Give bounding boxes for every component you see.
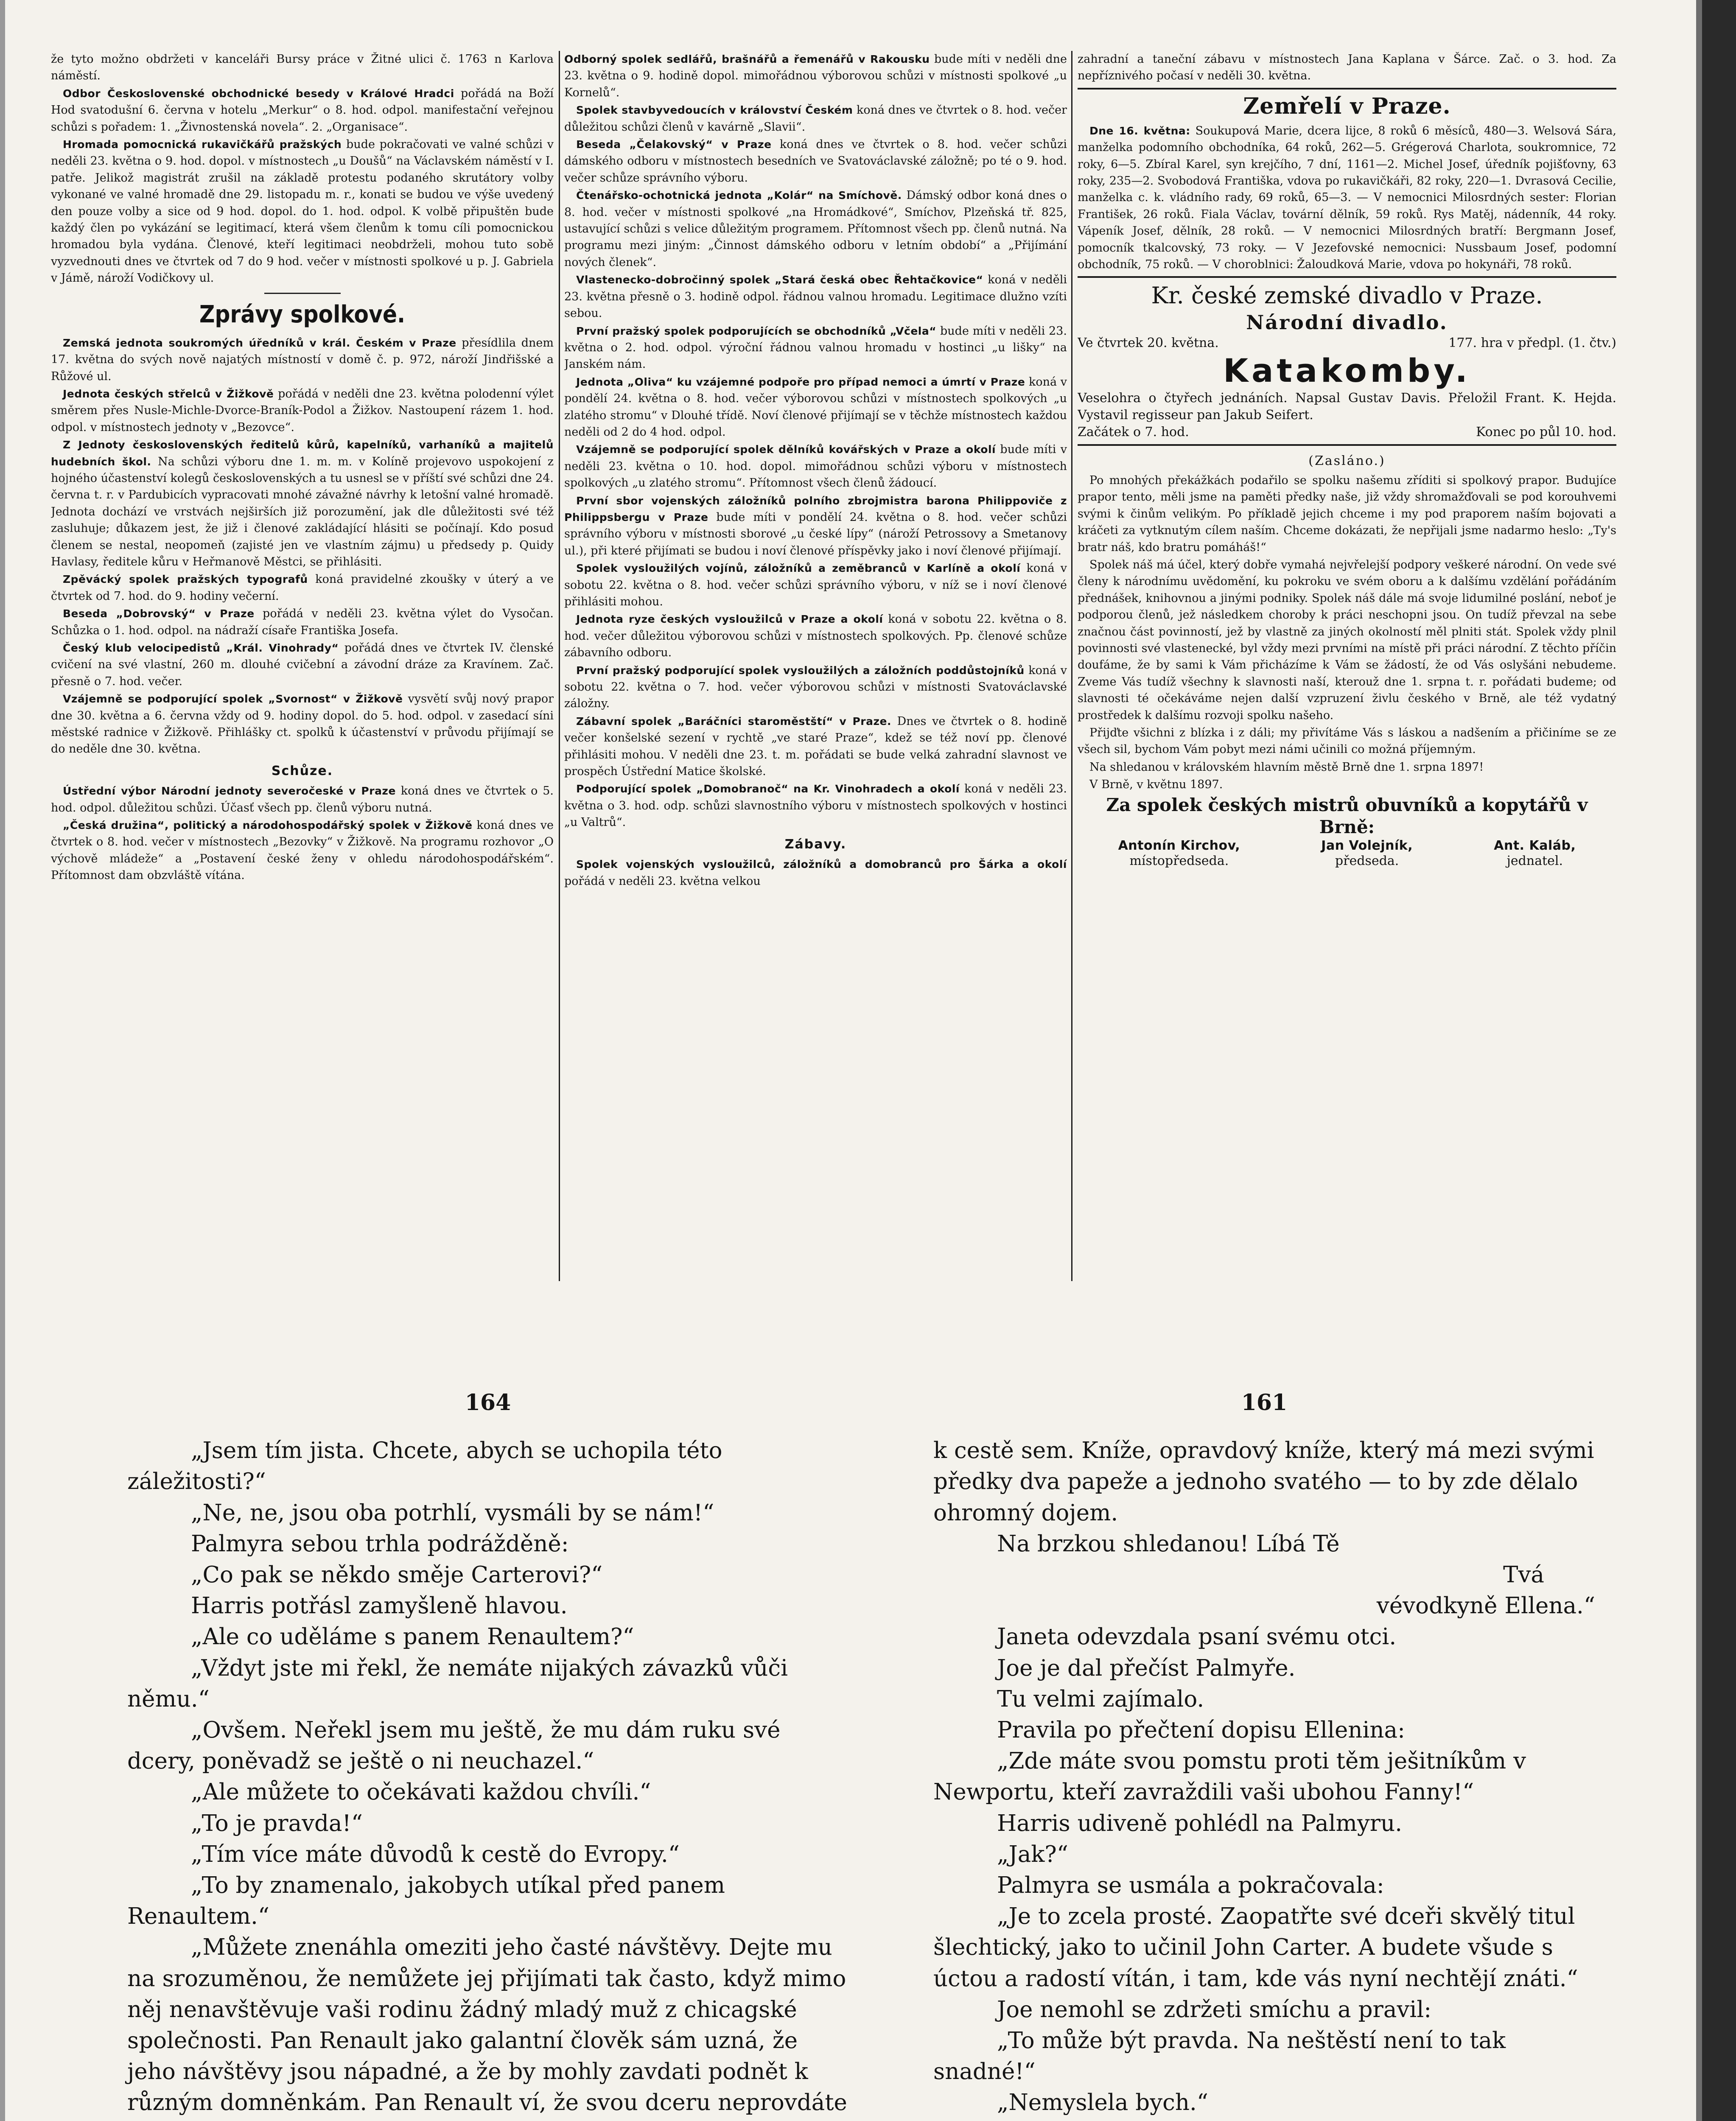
news-item (564, 560, 1067, 610)
binding-edge-light (1696, 0, 1702, 2121)
item-text: bude míti v neděli 23. května o 10. hod. dopol. mimořádnou schůzi výboru v místnostech spolkových „u zlatého stromu“. Přítomnost všech členů žádoucí. (564, 443, 1067, 490)
book-page-left (127, 1387, 848, 2121)
book-paragraph: „Jak?“ (997, 1841, 1068, 1867)
book-text (127, 1435, 848, 2121)
item-text: pořádá na Boží Hod svatodušní 6. června v hotelu „Merkur“ o 8. hod. odpol. manifestační veřejnou schůzi s pořadem: 1. „Živnostenská novela“. 2. „Organisace“. (51, 87, 554, 134)
book-paragraph: Joe je dal přečíst Palmyře. (997, 1655, 1296, 1681)
news-item (564, 611, 1067, 661)
book-paragraph: Na brzkou shledanou! Líbá Tě (997, 1531, 1340, 1557)
item-text: koná v neděli 23. května o 3. hod. odp. schůzi slavnostního výboru v místnostech spolkových v hostinci „u Valtrů“. (564, 782, 1067, 829)
book-paragraph: „Ale můžete to očekávati každou chvíli.“ (191, 1779, 651, 1805)
book-paragraph (933, 2118, 1595, 2121)
book-paragraph: Harris udiveně pohlédl na Palmyru. (997, 1810, 1403, 1836)
divider (1078, 88, 1616, 90)
item-text: pořádá dnes ve čtvrtek IV. členské cvičení na své vlastní, 260 m. dlouhé cvičební a závodní dráze za Kravínem. Zač. přesně o 7. hod. večer. (51, 641, 554, 688)
signature-name: Antonín Kirchov, (1118, 838, 1240, 853)
item-heading: Odbor Československé obchodnické besedy v Králové Hradci (63, 87, 454, 100)
book-paragraph: „To je pravda!“ (191, 1810, 363, 1836)
item-text: Na schůzi výboru dne 1. m. m. v Kolíně projevovo uspokojení z hojného účastenství kolegů československých a tu usnesl se v příští své schůzi dne 24. června t. r. v Pardubicích vypracovati mnohé závažné návrhy k letošní valné hromadě. Jednota dochází ve vrstvách nejširších již porozumění, jak dle důležitosti své též zasluhuje; důkazem jest, že již i členové zakládající hlásiti se počínají. Kdo posud členem se nestal, neopomeň (zajisté jen ve vlastním zájmu) u předsedy p. Quidy Havlasy, ředitele kůru v Heřmanově Městci, se přihlásiti. (51, 455, 554, 568)
book-paragraph: Harris potřásl zamyšleně hlavou. (191, 1593, 568, 1619)
news-item (564, 271, 1067, 322)
item-heading: Jednota ryze českých vysloužilců v Praze a okolí (576, 613, 883, 626)
scan-edge-shadow (0, 0, 5, 2121)
book-paragraph: Tu velmi zajímalo. (997, 1686, 1204, 1712)
news-item (51, 817, 554, 884)
news-column-2 (564, 51, 1067, 1281)
obituary-list (1078, 123, 1616, 273)
item-text: Dnes ve čtvrtek o 8. hodině večer konšelské sezení v rychtě „ve staré Praze“, kdež se též noví pp. členové přihlásiti mohou. V neděli dne 23. t. m. pořádati se bude velká zahradní slavnost ve prospěch Ústřední Matice školské. (564, 714, 1067, 778)
item-heading: Spolek vysloužilých vojínů, záložníků a zeměbranců v Karlíně a okolí (576, 562, 1021, 575)
news-item (51, 437, 554, 570)
news-item (564, 781, 1067, 831)
item-text: bude míti v pondělí 24. května o 8. hod. večer schůzi správního výboru v místnosti sborové „u české lípy“ (nároží Petrossovy a Smetanovy ul.), při které přijímati se budou i noví členové příspěvky jako i noví členové přijímají. (564, 510, 1067, 557)
news-column-3 (1078, 51, 1616, 1281)
signature-name: Jan Volejník, (1321, 838, 1413, 853)
book-page-right (933, 1387, 1595, 2121)
item-text: bude míti v neděli dne 23. května o 9. hodině dopol. mimořádnou výborovou schůzi v místnosti spolkové „u Kornelů“. (564, 53, 1067, 99)
book-paragraph: k cestě sem. Kníže, opravdový kníže, který má mezi svými předky dva papeže a jednoho svatého — to by zde dělalo ohromný dojem. (933, 1438, 1594, 1526)
book-paragraph: Palmyra sebou trhla podrážděně: (191, 1531, 569, 1557)
letter-paragraph: Na shledanou v královském hlavním městě Brně dne 1. srpna 1897! (1089, 760, 1484, 774)
item-text: bude pokračovati ve valné schůzi v neděli 23. května o 9. hod. dopol. v místnostech „u Doušů“ na Václavském náměstí v I. patře. Jelikož magistrát zrušil na základě protestu podaného skrutátory volby vykonané ve valné hromadě dne 29. listopadu m. r., konati se budou ve výše uvedený den pouze volby a sice od 9 hod. dopol. do 1. hod. odpol. K volbě připuštěn bude každý člen po vykázání se legitimací, která všem členům k tomu cíli pomocnickou hromadou byla vydána. Členové, kteří legitimaci neobdrželi, mohou tuto sobě vyzvednouti dnes ve čtvrtek od 7 do 9 hod. večer v místnosti spolkové u p. J. Gabriela v Jámě, nároží Vodičkovy ul. (51, 138, 554, 285)
page-number: 164 (465, 1390, 511, 1416)
item-text: pořádá v neděli dne 23. května polodenní výlet směrem přes Nusle-Michle-Dvorce-Braník-Podol a Žižkov. Nastoupení rázem 1. hod. odpol. v místnostech jednoty v „Bezovce“. (51, 387, 554, 434)
item-heading: Zpěvácký spolek pražských typografů (63, 573, 308, 586)
signature (1494, 838, 1576, 869)
letter-place: V Brně, v květnu 1897. (1089, 778, 1223, 792)
theatre-date-row (1078, 335, 1616, 352)
item-heading: Jednota „Oliva“ ku vzájemné podpoře pro případ nemoci a úmrtí v Praze (576, 375, 1025, 388)
book-paragraph: vévodkyně Ellena.“ (1376, 1593, 1595, 1619)
book-paragraph: „Můžete znenáhla omeziti jeho časté návštěvy. Dejte mu na srozuměnou, že nemůžete jej přijímati tak často, když mimo něj nenavštěvuje vaši rodinu žádný mladý muž z chicagské společnosti. Pan Renault jako galantní člověk sám uzná, že jeho návštěvy jsou nápadné, a že by mohly zavdati podnět k různým domněnkám. Pan Renault ví, že svou dceru neprovdáte (127, 1934, 847, 2116)
book-paragraph: „Nemyslela bych.“ (997, 2090, 1208, 2116)
zaslano-label: (Zasláno.) (1308, 453, 1386, 469)
book-paragraph: Pravila po přečtení dopisu Ellenina: (997, 1717, 1405, 1743)
item-text: koná dnes ve čtvrtek o 8. hod. večer schůzi dámského odboru v místnostech besedních ve Svatováclavské záložně; po té o 9. hod. večer schůze správního výboru. (564, 138, 1067, 185)
theatre-date: Ve čtvrtek 20. května. (1078, 336, 1219, 351)
obituary-title: Zemřelí v Praze. (1243, 93, 1451, 119)
book-paragraph: „Ne, ne, jsou oba potrhlí, vysmáli by se nám!“ (191, 1500, 714, 1526)
book-paragraph: „Co pak se někdo směje Carterovi?“ (191, 1562, 603, 1588)
item-text: Soukupová Marie, dcera lijce, 8 roků 6 měsíců, 480—3. Welsová Sára, manželka podomního obchodníka, 64 roků, 262—5. Grégerová Charlota, soukromnice, 72 roky, 6—5. Zbíral Karel, syn krejčího, 7 dní, 1161—2. Michel Josef, úředník pojišťovny, 63 roky, 235—2. Svobodová Františka, vdova po rukavičkáři, 82 roky, 220—1. Dvrasová Cecilie, manželka c. k. vládního rady, 69 roků, 65—3. — V nemocnici Milosrdných sester: Florian František, 26 roků. Fiala Václav, tovární dělník, 59 roků. Rys Matěj, nádenník, 44 roky. Vápeník Josef, dělník, 28 roků. — V nemocnici Milosrdných bratří: Bergmann Josef, pomocník tkalcovský, 73 roky. — V Jezefovské nemocnici: Nussbaum Josef, podomní obchodník, 75 roků. — V choroblnici: Žaloudková Marie, vdova po hokynáři, 78 roků. (1078, 124, 1616, 271)
book-paragraph: Joe nemohl se zdržeti smíchu a pravil: (997, 1996, 1432, 2023)
item-text: koná dnes ve čtvrtek o 8. hod. večer důležitou schůzi členů v kavárně „Slavii“. (564, 104, 1067, 134)
item-heading: Zemská jednota soukromých úředníků v král. Českém v Praze (63, 336, 456, 349)
item-heading: „Česká družina“, politický a národohospodářský spolek v Žižkově (63, 819, 473, 832)
signature-role: místopředseda. (1129, 853, 1229, 868)
news-item (51, 691, 554, 758)
news-item (564, 187, 1067, 271)
play-description: Veselohra o čtyřech jednáních. Napsal Gustav Davis. Přeložil Frant. K. Hejda. Vystavil regisseur pan Jakub Seifert. (1078, 391, 1616, 423)
news-item (564, 713, 1067, 780)
item-heading: Beseda „Dobrovský“ v Praze (63, 607, 255, 620)
subsection-title: Schůze. (271, 763, 333, 778)
letter-paragraph: Spolek náš má účel, který dobře vymahá nejvřelejší podpory veškeré národní. On vede své členy k národnímu uvědomění, ku pokroku ve svém oboru a k dalšímu vzdělání pořádáním přednášek, knihovnou a jinými podniky. Spolek náš dále má svoje lidumilné poslání, neboť je podporou členů, jež následkem choroby k práci neschopni jsou. On tudíž převzal na sebe značnou část povinností, jež by vlastně za jiných okolností měl plniti stát. Spolek vždy plnil povinnosti své vlastenecké, byl vždy mezi prvními na místě při práci národní. Z těchto příčin doufáme, že by sami k Vám přicházíme k Vám se žádostí, že od Vás oslyšáni nebudeme. Zveme Vás tudíž všechny k slavnosti naší, kterouž dne 1. srpna t. r. pořádati budeme; od slavnosti té očekáváme nejen další vzpruzení živlu českého v Brně, ale též vydatný prostředek k dalšímu rozvoji spolku našeho. (1078, 558, 1616, 722)
item-heading: Z Jednoty československých ředitelů kůrů, kapelníků, varhaníků a majitelů hudebních škol. (51, 439, 554, 468)
book-paragraph: „Tím více máte důvodů k cestě do Evropy.“ (191, 1841, 680, 1867)
item-text: koná v sobotu 22. května o 7. hod. večer výborovou schůzi v místnosti Svatováclavské záložny. (564, 663, 1067, 711)
news-paragraph: zahradní a taneční zábavu v místnostech Jana Kaplana v Šárce. Zač. o 3. hod. Za nepříznivého počasí v neděli 30. května. (1078, 53, 1616, 83)
signatures (1078, 838, 1616, 869)
book-paragraph: „Ovšem. Neřekl jsem mu ještě, že mu dám ruku své dcery, poněvadž se ještě o ni neuchazel.“ (127, 1717, 781, 1774)
news-item (51, 136, 554, 287)
news-item (51, 783, 554, 816)
signature-heading: Za spolek českých mistrů obuvníků a kopytářů v Brně: (1106, 794, 1588, 837)
item-heading: Čtenářsko-ochotnická jednota „Kolár“ na Smíchově. (576, 189, 902, 202)
item-heading: První sbor vojenských záložníků polního zbrojmistra barona Philippoviče z Philippsbergu v Praze (564, 494, 1067, 523)
news-item (51, 85, 554, 135)
book-text (933, 1435, 1595, 2121)
item-heading: Spolek vojenských vysloužilců, záložníků a domobranců pro Šárka a okolí (576, 858, 1067, 871)
item-heading: Ústřední výbor Národní jednoty severočeské v Praze (63, 785, 396, 797)
news-item (51, 605, 554, 639)
item-text: koná v neděli 23. května přesně o 3. hodině odpol. řádnou valnou hromadu. Legitimace dlužno vzíti sebou. (564, 273, 1067, 320)
book-paragraph: „Zde máte svou pomstu proti těm ješitníkům v Newportu, kteří zavraždili vaši ubohou Fanny!“ (933, 1748, 1526, 1805)
item-text: koná v sobotu 22. května o 8. hod. večer důležitou výborovou schůzi v místnostech spolkových. Pp. členové schůze zábavního odboru. (564, 613, 1067, 660)
item-heading: Vzájemně se podporující spolek dělníků kovářských v Praze a okolí (576, 443, 996, 456)
play-title: Katakomby. (1223, 352, 1471, 390)
item-heading: Beseda „Čelakovský“ v Praze (576, 138, 772, 151)
item-heading: Podporující spolek „Domobranoč“ na Kr. Vinohradech a okolí (576, 783, 960, 795)
news-item (564, 662, 1067, 712)
item-heading: Jednota českých střelců v Žižkově (63, 387, 274, 400)
item-heading: Vzájemně se podporující spolek „Svornost“ v Žižkově (63, 693, 403, 705)
section-title: Zprávy spolkové. (199, 300, 406, 328)
newspaper-section (51, 51, 1616, 1290)
item-heading: Vlastenecko-dobročinný spolek „Stará česká obec Řehtačkovice“ (576, 274, 983, 286)
news-item (564, 136, 1067, 186)
news-item (564, 492, 1067, 560)
news-item (564, 856, 1067, 890)
item-text: koná v sobotu 22. května o 8. hod. večer schůzi správního výboru, v níž se i noví členové přihlásiti mohou. (564, 562, 1067, 608)
column-rule (559, 51, 560, 1281)
news-paragraph: že tyto možno obdržeti v kanceláři Bursy práce v Žitné ulici č. 1763 n Karlova náměstí. (51, 53, 554, 83)
book-paragraph: Palmyra se usmála a pokračovala: (997, 1872, 1384, 1899)
column-rule (1071, 51, 1072, 1281)
item-text: bude míti v neděli 23. května o 2. hod. odpol. výroční řádnou valnou hromadu v hostinci „u lišky“ na Janském nám. (564, 324, 1067, 371)
news-item (51, 386, 554, 436)
news-item (51, 640, 554, 690)
item-heading: Hromada pomocnická rukavičkářů pražských (63, 138, 342, 151)
signature-role: předseda. (1335, 853, 1399, 868)
book-paragraph: Janeta odevzdala psaní svému otci. (997, 1624, 1397, 1650)
news-item (564, 102, 1067, 135)
book-paragraph: „Jsem tím jista. Chcete, abych se uchopila této záležitosti?“ (127, 1438, 722, 1495)
item-text: vysvětí svůj nový prapor dne 30. května a 6. června vždy od 9. hodiny dopol. do 5. hod. odpol. v zasedací síni městské radnice v Žižkově. Přihlášky ct. spolků k účastenství v průvodu přijímají se do neděle dne 30. května. (51, 692, 554, 756)
news-column-1 (51, 51, 554, 1281)
end-time: Konec po půl 10. hod. (1476, 425, 1616, 440)
divider (264, 293, 341, 294)
letter-paragraph: Přijďte všichni z blízka i z dáli; my přivítáme Vás s láskou a nadšením a přičiníme se ze všech sil, bychom Vám pobyt mezi námi učinili co možná příjemným. (1078, 726, 1616, 756)
item-text: pořádá v neděli 23. května velkou (564, 874, 761, 888)
subsection-title: Zábavy. (784, 837, 847, 852)
start-time: Začátek o 7. hod. (1078, 425, 1189, 440)
signature-name: Ant. Kaláb, (1494, 838, 1576, 853)
item-text: koná dnes ve čtvrtek o 5. hod. odpol. důležitou schůzi. Účasť všech pp. členů výboru nutná. (51, 784, 554, 814)
divider (1078, 276, 1616, 278)
item-text: koná dnes ve čtvrtek o 8. hod. večer v místnostech „Bezovky“ v Žižkově. Na programu rozhovor „O výchově mládeže“ a „Postavení české ženy v ohledu národohospodářském“. Přítomnost dam obzvláště vítána. (51, 819, 554, 882)
signature-role: jednatel. (1506, 853, 1563, 868)
book-paragraph: „To by znamenalo, jakobych utíkal před panem Renaultem.“ (127, 1872, 725, 1930)
item-text: koná v pondělí 24. května o 8. hod. večer výborovou schůzi v místnostech spolkových „u zlatého stromu“ v Dlouhé třídě. Noví členové přijímají se v těchže místnostech každou neděli od 2 do 4 hod. odpol. (564, 375, 1067, 439)
book-paragraph: Tvá (1503, 1562, 1544, 1588)
book-paragraph: „Ale co uděláme s panem Renaultem?“ (191, 1624, 634, 1650)
letter-paragraph: Po mnohých překážkách podařilo se spolku našemu zříditi si spolkový prapor. Budujíce prapor tento, měli jsme na paměti předky naše, již vždy shromažďovali se pod korouhvemi svými k činům velikým. Po příkladě jejich chceme i my pod praporem naším bojovati a kráčeti za vytknutým cílem naším. Chceme dokázati, že nepřijali jsme nadarmo heslo: „Ty's bratr náš, kdo bratru pomáháš!“ (1078, 473, 1616, 554)
book-paragraph: „Je to zcela prosté. Zaopatřte své dceři skvělý titul šlechtický, jako to učinil John Carter. A budete všude s úctou a radostí vítán, i tam, kde vás nyní nechtějí znáti.“ (933, 1903, 1578, 1992)
item-text: přesídlila dnem 17. května do svých nově najatých místností v domě č. p. 972, nároží Jindřišské a Růžové ul. (51, 336, 554, 383)
item-heading: Zábavní spolek „Baráčníci staroměstští“ v Praze. (576, 715, 891, 728)
page-number: 161 (1241, 1390, 1288, 1416)
signature (1118, 838, 1240, 869)
news-item (564, 323, 1067, 373)
book-paragraph: „To může být pravda. Na neštěstí není to tak snadné!“ (933, 2028, 1506, 2085)
item-heading: Spolek stavbyvedoucích v království Českém (576, 104, 853, 117)
book-paragraph: „Vždyt jste mi řekl, že nemáte nijakých závazků vůči němu.“ (127, 1655, 788, 1712)
news-item (564, 441, 1067, 491)
signature (1321, 838, 1413, 869)
theatre-performance: 177. hra v předpl. (1. čtv.) (1448, 336, 1616, 351)
divider (1078, 444, 1616, 446)
item-text: Dámský odbor koná dnes o 8. hod. večer v místnosti spolkové „na Hromádkové“, Smíchov, Plzeňská tř. 825, ustavující schůzi s velice důležitým programem. Přítomnost všech pp. členů nutná. Na programu mezi jiným: „Činnost dámského odboru v letním období“ a „Přijímání nových členek“. (564, 189, 1067, 269)
item-text: koná pravidelné zkoušky v úterý a ve čtvrtek od 7. hod. do 9. hodiny večerní. (51, 573, 554, 603)
item-heading: První pražský spolek podporujících se obchodníků „Včela“ (576, 325, 937, 337)
theatre-heading: Kr. české zemské divadlo v Praze. (1151, 282, 1543, 309)
news-item (51, 571, 554, 604)
binding-edge (1702, 0, 1736, 2121)
news-item (564, 374, 1067, 441)
item-text: pořádá v neděli 23. května výlet do Vysočan. Schůzka o 1. hod. odpol. na nádraží císaře Františka Josefa. (51, 607, 554, 637)
item-heading: Český klub velocipedistů „Král. Vinohrady“ (63, 642, 339, 654)
news-item (51, 335, 554, 385)
item-heading: Dne 16. května: (1089, 124, 1190, 137)
theatre-name: Národní divadlo. (1246, 311, 1448, 334)
item-heading: První pražský podporující spolek vysloužilých a záložních poddůstojníků (576, 664, 1025, 677)
item-heading: Odborný spolek sedlářů, brašnářů a řemenářů v Rakousku (564, 53, 930, 65)
theatre-times-row (1078, 424, 1616, 441)
news-item (564, 51, 1067, 101)
